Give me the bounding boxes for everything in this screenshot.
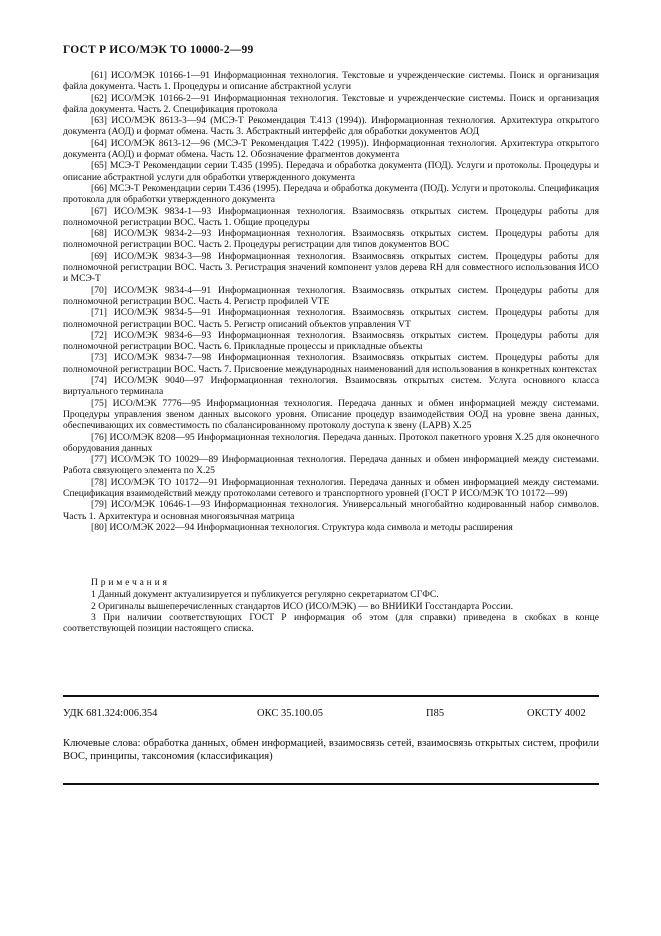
reference-item: [73] ИСО/МЭК 9834-7—98 Информационная технология. Взаимосвязь открытых систем. Процедуры работы для полномочной регистрации ВОС. Часть 7. Присвоение международных наименований для использования в конкретных контекстах bbox=[63, 352, 599, 375]
divider-top bbox=[63, 695, 599, 697]
keywords: Ключевые слова: обработка данных, обмен информацией, взаимосвязь сетей, взаимосвязь открытых систем, профили ВОС, принципы, таксономия (классификация) bbox=[63, 738, 599, 762]
reference-item: [74] ИСО/МЭК 9040—97 Информационная технология. Взаимосвязь открытых систем. Услуга основного класса виртуального терминала bbox=[63, 375, 599, 398]
reference-item: [76] ИСО/МЭК 8208—95 Информационная технология. Передача данных. Протокол пакетного уровня X.25 для оконечного оборудования данных bbox=[63, 431, 599, 454]
reference-item: [70] ИСО/МЭК 9834-4—91 Информационная технология. Взаимосвязь открытых систем. Процедуры работы для полномочной регистрации ВОС. Часть 4. Регистр профилей VTE bbox=[63, 284, 599, 307]
reference-item: [63] ИСО/МЭК 8613-3—94 (МСЭ-Т Рекомендация Т.413 (1994)). Информационная технология. Архитектура открытого документа (АОД) и формат обмена. Часть 3. Абстрактный интерфейс для обработки документов АОД bbox=[63, 115, 599, 138]
note-item: 2 Оригиналы вышеперечисленных стандартов ИСО (ИСО/МЭК) — во ВНИИКИ Госстандарта России. bbox=[91, 600, 514, 612]
udk-code: УДК 681.324:006.354 bbox=[63, 708, 158, 719]
notes-title: Примечания bbox=[91, 577, 170, 588]
reference-item: [80] ИСО/МЭК 2022—94 Информационная технология. Структура кода символа и методы расширения bbox=[91, 521, 513, 533]
p-code: П85 bbox=[426, 708, 445, 719]
reference-item: [75] ИСО/МЭК 7776—95 Информационная технология. Передача данных и обмен информацией между системами. Процедуры управления звеном данных высокого уровня. Описание процедур взаимодействия ООД на уровне звена данных, обеспечивающих их совместимость по сбалансированному протоколу доступа к звену (LAPB) X.25 bbox=[63, 397, 599, 432]
oks-code: ОКС 35.100.05 bbox=[257, 708, 323, 719]
reference-item: [65] МСЭ-Т Рекомендации серии Т.435 (1995). Передача и обработка документа (ПОД). Услуги и протоколы. Процедуры и описание абстрактной услуги для обработки утвержденного документа bbox=[63, 160, 599, 183]
reference-list bbox=[63, 70, 599, 533]
reference-item: [61] ИСО/МЭК 10166-1—91 Информационная технология. Текстовые и учрежденческие системы. Поиск и организация файла документа. Часть 1. Процедуры и описание абстрактной услуги bbox=[63, 70, 599, 93]
reference-item: [77] ИСО/МЭК ТО 10029—89 Информационная технология. Передача данных и обмен информацией между системами. Работа связующего элемента по X.25 bbox=[63, 454, 599, 477]
okstu-code: ОКСТУ 4002 bbox=[527, 708, 586, 719]
divider-bottom bbox=[63, 783, 599, 785]
reference-item: [62] ИСО/МЭК 10166-2—91 Информационная технология. Текстовые и учрежденческие системы. Поиск и организация файла документа. Часть 2. Спецификация протокола bbox=[63, 92, 599, 115]
reference-item: [71] ИСО/МЭК 9834-5—91 Информационная технология. Взаимосвязь открытых систем. Процедуры работы для полномочной регистрации ВОС. Часть 5. Регистр описаний объектов управления VT bbox=[63, 307, 599, 330]
note-item: 1 Данный документ актуализируется и публикуется регулярно секретариатом СГФС. bbox=[91, 589, 439, 601]
reference-item: [66] МСЭ-Т Рекомендации серии Т.436 (1995). Передача и обработка документа (ПОД). Услуги и протоколы. Спецификация протокола для обработки утвержденного документа bbox=[63, 182, 599, 206]
reference-item: [78] ИСО/МЭК ТО 10172—91 Информационная технология. Передача данных и обмен информацией между системами. Спецификация взаимодействий между протоколами сетевого и транспортного уровней (ГОСТ Р ИСО/МЭК ТО 10172—99) bbox=[63, 476, 599, 499]
reference-item: [79] ИСО/МЭК 10646-1—93 Информационная технология. Универсальный многобайтно кодированный набор символов. Часть 1. Архитектура и основная многоязычная матрица bbox=[63, 499, 599, 522]
reference-item: [67] ИСО/МЭК 9834-1—93 Информационная технология. Взаимосвязь открытых систем. Процедуры работы для полномочной регистрации ВОС. Часть 1. Общие процедуры bbox=[63, 205, 599, 228]
notes-section bbox=[63, 577, 599, 634]
reference-item: [69] ИСО/МЭК 9834-3—98 Информационная технология. Взаимосвязь открытых систем. Процедуры работы для полномочной регистрации ВОС. Часть 3. Регистрация значений компонент узлов дерева RH для совместного использования ИСО и МСЭ-Т bbox=[63, 250, 599, 285]
note-item: 3 При наличии соответствующих ГОСТ Р информация об этом (для справки) приведена в скобках в конце соответствующей позиции настоящего списка. bbox=[63, 611, 599, 635]
reference-item: [68] ИСО/МЭК 9834-2—93 Информационная технология. Взаимосвязь открытых систем. Процедуры работы для полномочной регистрации ВОС. Часть 2. Процедуры регистрации для типов документов ВОС bbox=[63, 228, 599, 251]
reference-item: [72] ИСО/МЭК 9834-6—93 Информационная технология. Взаимосвязь открытых систем. Процедуры работы для полномочной регистрации ВОС. Часть 6. Прикладные процессы и прикладные объекты bbox=[63, 329, 599, 353]
reference-item: [64] ИСО/МЭК 8613-12—96 (МСЭ-Т Рекомендация Т.422 (1995)). Информационная технология. Архитектура открытого документа (АОД) и формат обмена. Часть 12. Обозначение фрагментов документа bbox=[63, 137, 599, 161]
page-header-title: ГОСТ Р ИСО/МЭК ТО 10000-2—99 bbox=[63, 44, 254, 56]
